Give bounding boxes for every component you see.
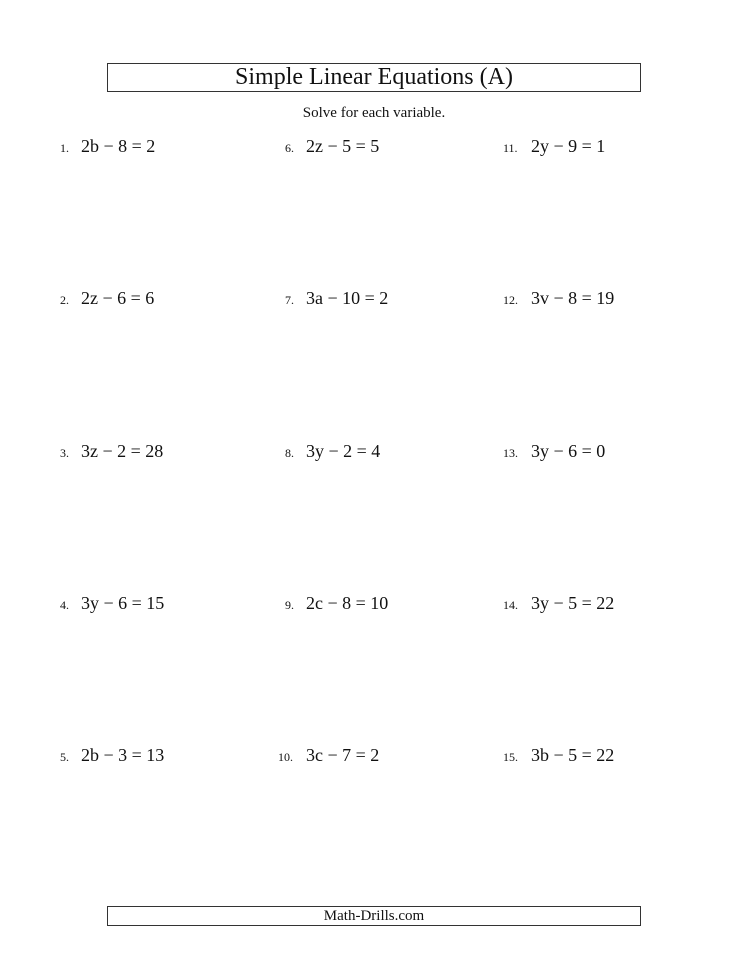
problem-15	[503, 745, 614, 765]
problem-11	[503, 136, 605, 156]
problem-number: 15.	[503, 750, 518, 764]
problem-equation: 2b − 8 = 2	[81, 136, 156, 156]
problem-number: 13.	[503, 446, 518, 460]
problem-equation: 3z − 2 = 28	[81, 441, 164, 461]
instructions: Solve for each variable.	[302, 105, 446, 121]
problem-13	[503, 441, 605, 461]
problem-number: 5.	[60, 750, 69, 764]
problem-equation: 2b − 3 = 13	[81, 745, 165, 765]
problem-number: 2.	[60, 293, 69, 307]
problem-number: 4.	[60, 598, 69, 612]
problem-number: 7.	[285, 293, 294, 307]
worksheet-title: Simple Linear Equations (A)	[107, 63, 641, 92]
problem-equation: 3v − 8 = 19	[531, 288, 615, 308]
problem-equation: 3y − 2 = 4	[306, 441, 381, 461]
problem-number: 1.	[60, 141, 69, 155]
problem-equation: 2z − 5 = 5	[306, 136, 380, 156]
problem-1	[60, 136, 155, 156]
problem-equation: 3a − 10 = 2	[306, 288, 389, 308]
problem-number: 10.	[278, 750, 293, 764]
problem-equation: 2c − 8 = 10	[306, 593, 389, 613]
problem-number: 11.	[503, 141, 518, 155]
problem-equation: 3b − 5 = 22	[531, 745, 615, 765]
problem-8	[285, 441, 380, 461]
problem-4	[60, 593, 164, 613]
problem-12	[503, 288, 614, 308]
problem-6	[285, 136, 379, 156]
problem-10	[278, 745, 379, 765]
problem-number: 12.	[503, 293, 518, 307]
problem-number: 8.	[285, 446, 294, 460]
problem-equation: 3y − 6 = 15	[81, 593, 165, 613]
problem-equation: 2z − 6 = 6	[81, 288, 155, 308]
problem-number: 6.	[285, 141, 294, 155]
problem-2	[60, 288, 154, 308]
problem-9	[285, 593, 388, 613]
footer-source: Math-Drills.com	[107, 906, 641, 926]
problem-14	[503, 593, 614, 613]
problem-number: 9.	[285, 598, 294, 612]
problem-number: 3.	[60, 446, 69, 460]
problem-equation: 3y − 5 = 22	[531, 593, 615, 613]
problem-7	[285, 288, 388, 308]
problem-3	[60, 441, 163, 461]
problem-equation: 3y − 6 = 0	[531, 441, 606, 461]
problem-5	[60, 745, 164, 765]
problem-number: 14.	[503, 598, 518, 612]
problem-equation: 2y − 9 = 1	[531, 136, 606, 156]
problem-equation: 3c − 7 = 2	[306, 745, 380, 765]
